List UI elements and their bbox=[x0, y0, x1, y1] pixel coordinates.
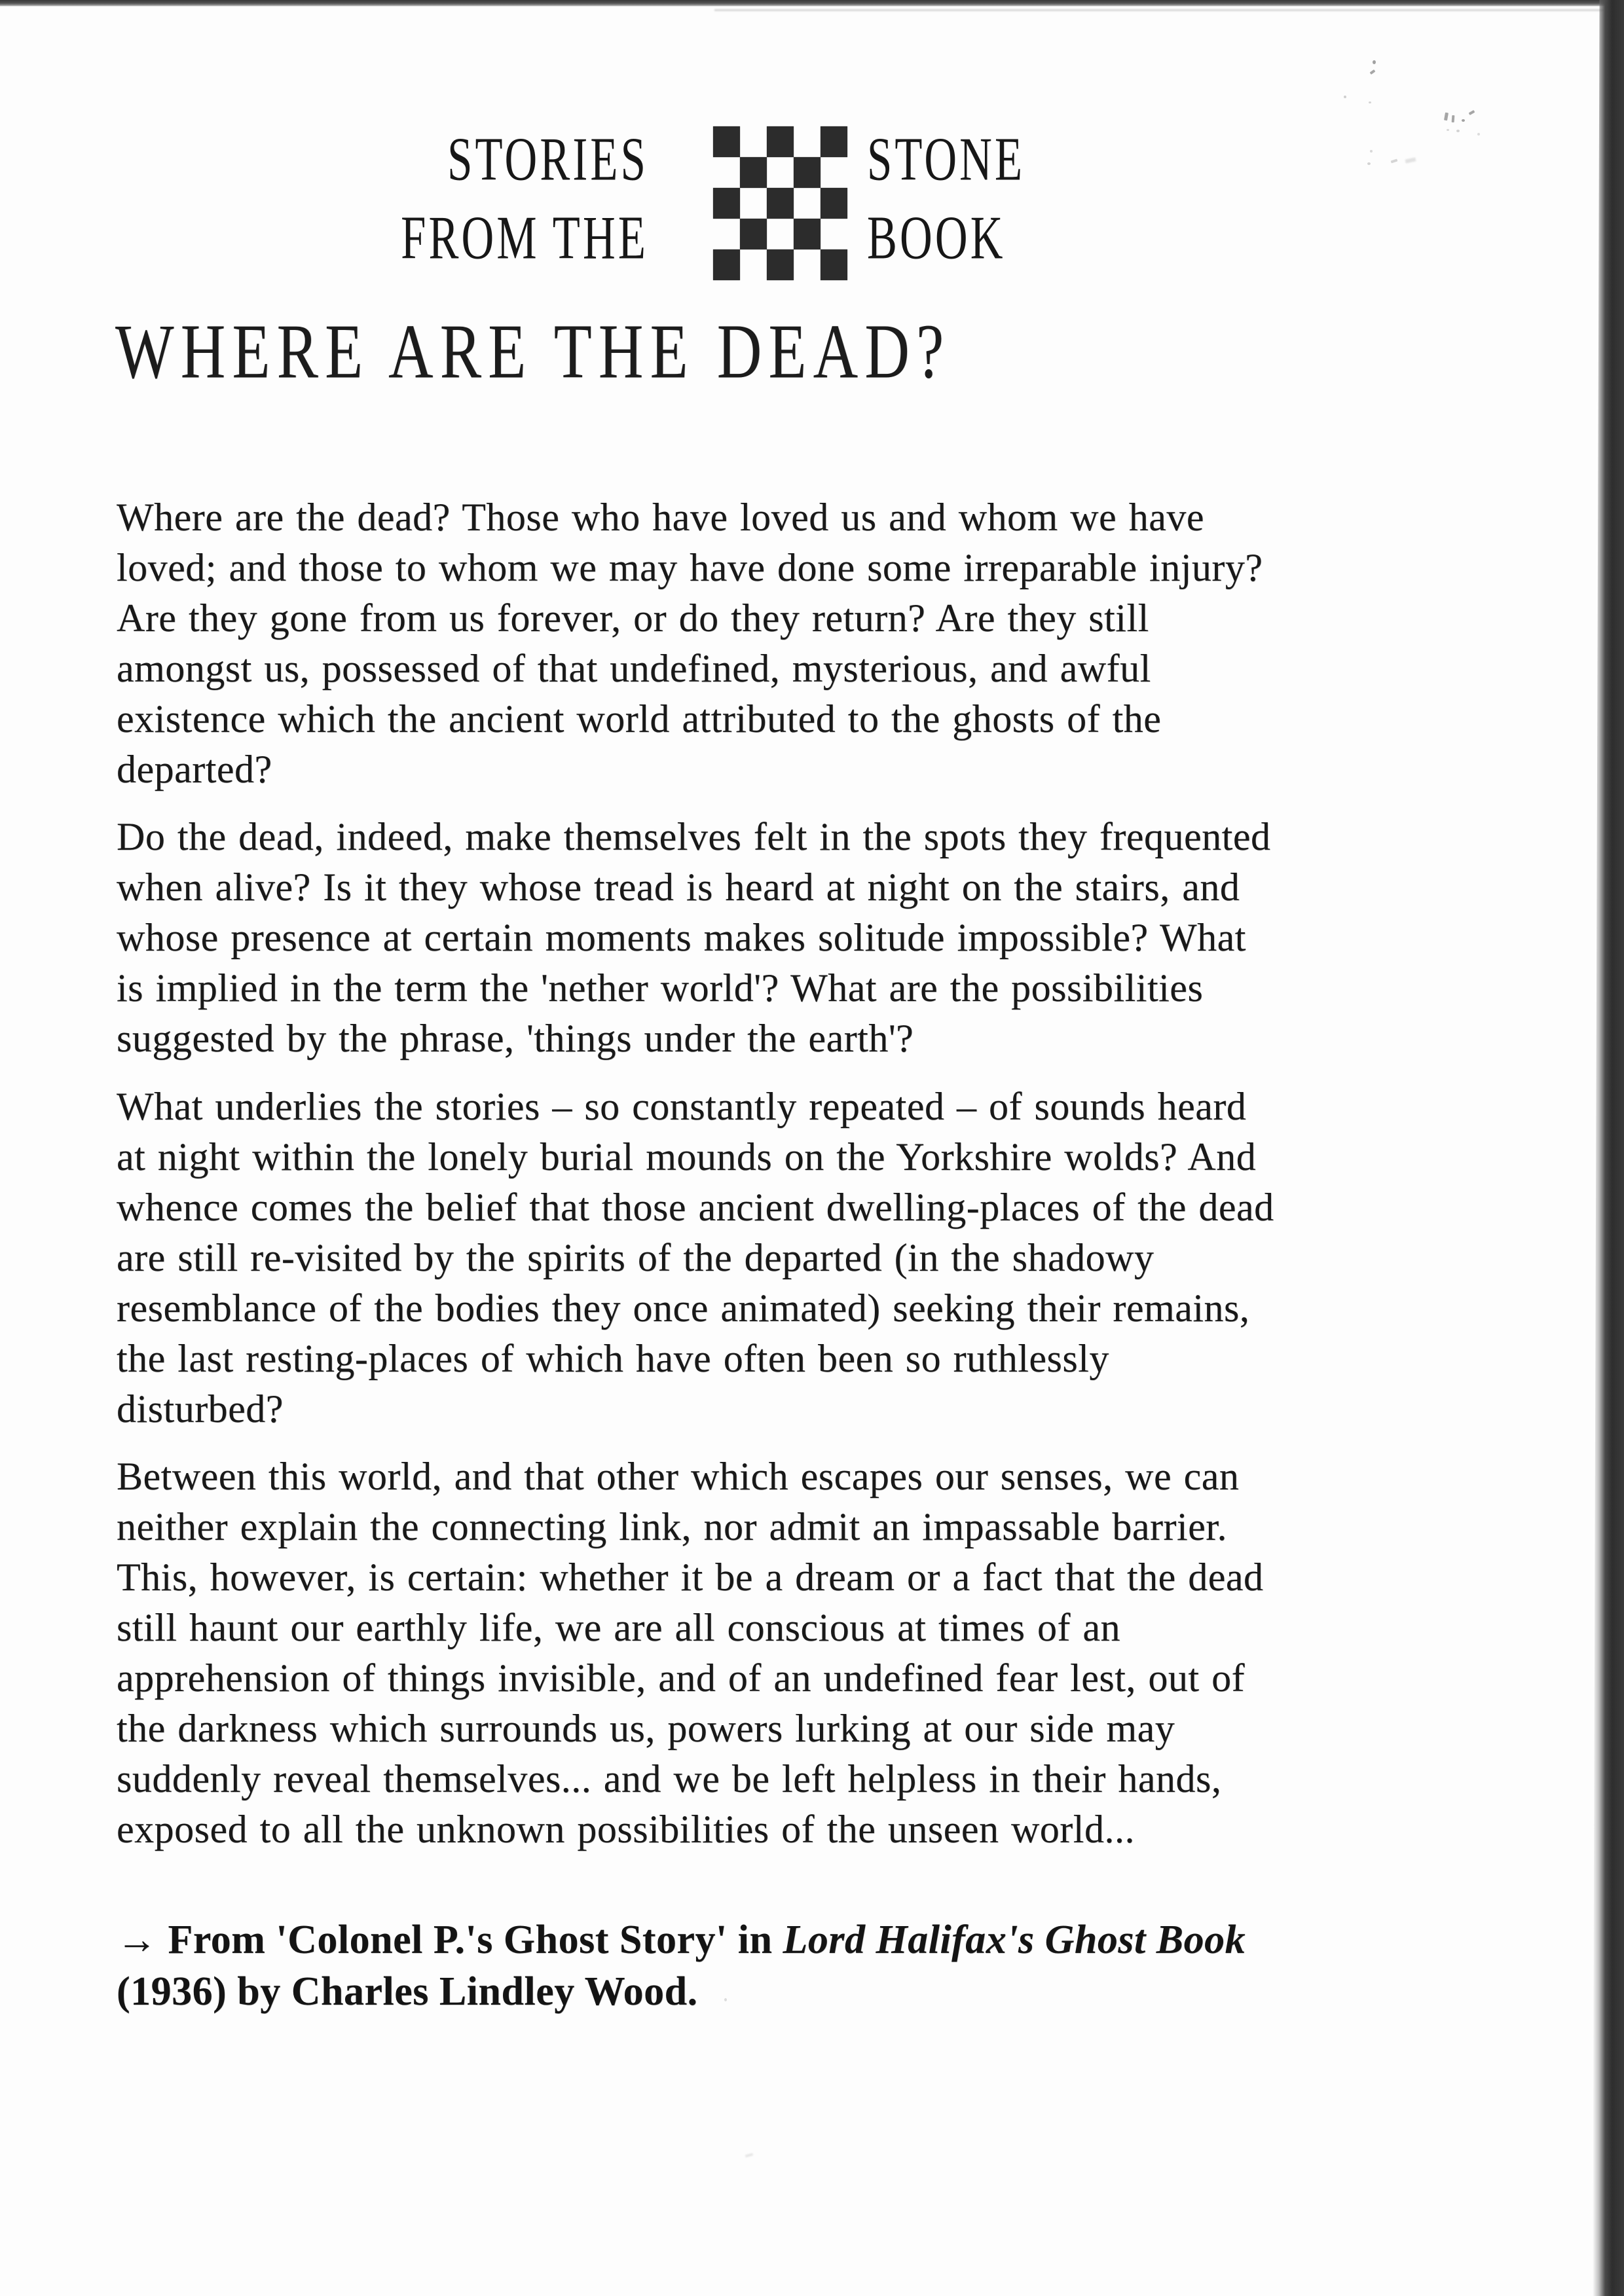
scan-speck bbox=[1477, 133, 1480, 136]
logo-square bbox=[740, 157, 767, 188]
scan-right-edge bbox=[1593, 0, 1624, 2296]
scan-speck bbox=[1456, 130, 1460, 132]
text-line: Are they gone from us forever, or do they return? Are they still bbox=[117, 596, 1149, 640]
attribution bbox=[117, 1914, 1246, 2018]
text-line: are still re-visited by the spirits of the departed (in the shadowy bbox=[117, 1236, 1154, 1279]
logo-square bbox=[794, 126, 821, 157]
arrow-icon: → bbox=[117, 1918, 158, 1962]
scan-speck bbox=[1462, 119, 1465, 122]
scan-top-edge-faint bbox=[714, 9, 1624, 11]
scan-speck bbox=[1370, 69, 1376, 75]
text-line: whose presence at certain moments makes solitude impossible? What bbox=[117, 916, 1246, 959]
text-line: whence comes the belief that those ancient dwelling-places of the dead bbox=[117, 1186, 1274, 1229]
scan-speck bbox=[1447, 129, 1449, 131]
attribution-author: (1936) by Charles Lindley Wood. bbox=[117, 1969, 698, 2014]
paragraph-4 bbox=[117, 1451, 1264, 1855]
logo-square bbox=[821, 249, 847, 280]
logo-square bbox=[713, 157, 740, 188]
logo-square bbox=[713, 219, 740, 249]
logo-square bbox=[821, 126, 847, 157]
page-title: WHERE ARE THE DEAD? bbox=[115, 309, 951, 395]
text-line: Where are the dead? Those who have loved us and whom we have bbox=[117, 496, 1204, 539]
logo-square bbox=[740, 126, 767, 157]
scan-speck bbox=[1444, 113, 1449, 121]
text-line: at night within the lonely burial mounds on the Yorkshire wolds? And bbox=[117, 1135, 1257, 1178]
scan-speck bbox=[1452, 115, 1455, 122]
logo-square bbox=[767, 249, 794, 280]
logo-square bbox=[794, 249, 821, 280]
text-line: is implied in the term the 'nether world'? What are the possibilities bbox=[117, 966, 1204, 1010]
logo-square bbox=[767, 188, 794, 219]
paragraph-2 bbox=[117, 812, 1270, 1064]
logo-square bbox=[713, 249, 740, 280]
text-line: the darkness which surrounds us, powers lurking at our side may bbox=[117, 1707, 1175, 1750]
text-line: disturbed? bbox=[117, 1387, 284, 1430]
text-line: still haunt our earthly life, we are all conscious at times of an bbox=[117, 1606, 1121, 1649]
logo-square bbox=[794, 219, 821, 249]
logo-square bbox=[821, 188, 847, 219]
scan-speck bbox=[1344, 96, 1346, 98]
attribution-source: From 'Colonel P.'s Ghost Story' in bbox=[168, 1918, 783, 1962]
paragraph-1 bbox=[117, 492, 1263, 795]
logo-square bbox=[713, 126, 740, 157]
logo-square bbox=[713, 188, 740, 219]
text-line: existence which the ancient world attributed to the ghosts of the bbox=[117, 697, 1162, 740]
text-line: Between this world, and that other which escapes our senses, we can bbox=[117, 1455, 1240, 1498]
scan-speck bbox=[724, 1998, 727, 2001]
text-line: This, however, is certain: whether it be a dream or a fact that the dead bbox=[117, 1556, 1264, 1599]
scan-speck bbox=[1469, 110, 1475, 115]
text-line: What underlies the stories – so constantly repeated – of sounds heard bbox=[117, 1085, 1247, 1128]
text-line: neither explain the connecting link, nor admit an impassable barrier. bbox=[117, 1505, 1227, 1548]
scan-speck bbox=[1367, 162, 1371, 165]
scan-speck bbox=[1405, 157, 1416, 163]
text-line: suddenly reveal themselves... and we be left helpless in their hands, bbox=[117, 1757, 1222, 1800]
scan-speck bbox=[1369, 101, 1371, 103]
text-line: Do the dead, indeed, make themselves felt in the spots they frequented bbox=[117, 815, 1271, 858]
masthead-right-line2: BOOK bbox=[867, 204, 1006, 272]
scan-speck bbox=[1373, 60, 1376, 64]
logo-square bbox=[740, 188, 767, 219]
logo-square bbox=[821, 157, 847, 188]
text-line: loved; and those to whom we may have done some irreparable injury? bbox=[117, 546, 1263, 589]
logo-square bbox=[740, 249, 767, 280]
scan-speck bbox=[1370, 150, 1373, 153]
logo-square bbox=[767, 157, 794, 188]
text-line: the last resting-places of which have often been so ruthlessly bbox=[117, 1337, 1109, 1380]
masthead-left-line1: STORIES bbox=[447, 125, 648, 194]
scan-top-edge bbox=[0, 0, 1624, 7]
attribution-book-title: Lord Halifax's Ghost Book bbox=[783, 1918, 1246, 1962]
text-line: suggested by the phrase, 'things under the earth'? bbox=[117, 1017, 914, 1060]
text-line: exposed to all the unknown possibilities of the unseen world... bbox=[117, 1808, 1135, 1851]
text-line: apprehension of things invisible, and of an undefined fear lest, out of bbox=[117, 1656, 1246, 1700]
masthead-left-line2: FROM THE bbox=[401, 204, 648, 272]
logo-square bbox=[767, 126, 794, 157]
checkerboard-logo-icon bbox=[713, 126, 847, 280]
logo-square bbox=[767, 219, 794, 249]
logo-square bbox=[794, 188, 821, 219]
text-line: when alive? Is it they whose tread is heard at night on the stairs, and bbox=[117, 866, 1240, 909]
logo-square bbox=[740, 219, 767, 249]
text-line: departed? bbox=[117, 748, 272, 791]
text-line: amongst us, possessed of that undefined, mysterious, and awful bbox=[117, 647, 1151, 690]
masthead-right-line1: STONE bbox=[867, 125, 1025, 194]
logo-square bbox=[794, 157, 821, 188]
text-line: resemblance of the bodies they once animated) seeking their remains, bbox=[117, 1286, 1250, 1330]
scan-speck bbox=[745, 2153, 754, 2158]
paragraph-3 bbox=[117, 1082, 1274, 1434]
masthead-left bbox=[348, 120, 648, 278]
scan-speck bbox=[1391, 159, 1398, 164]
masthead-right bbox=[867, 120, 1025, 278]
logo-square bbox=[821, 219, 847, 249]
